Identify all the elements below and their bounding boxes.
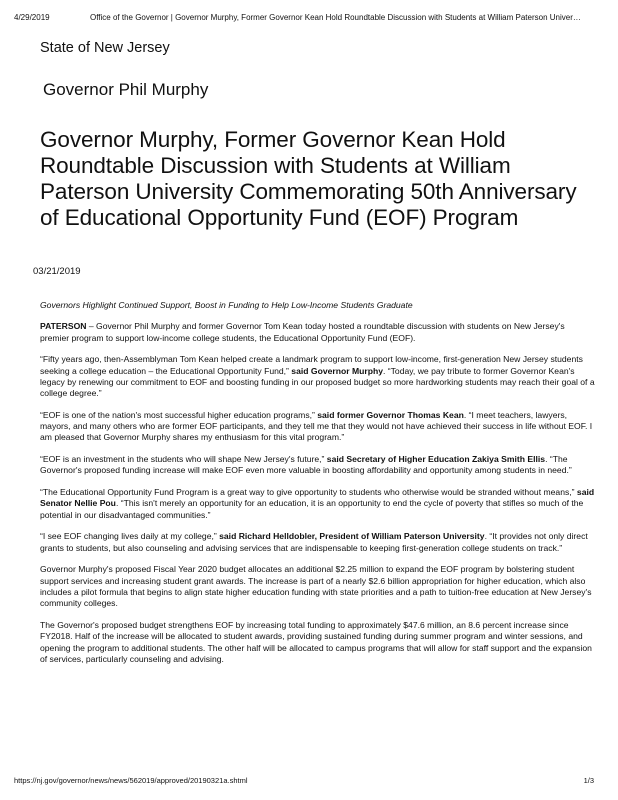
quote-text: . “Today, we pay tribute to former Governor Kean's legacy by renewing our commitment to EOF and boosting funding in our proposed budget so more hardworking students may reach their goal of a college degree.”	[40, 365, 595, 399]
quote-attribution: said Senator Nellie Pou	[40, 487, 595, 509]
quote-attribution: said Governor Murphy	[291, 365, 383, 376]
site-office-link[interactable]: Governor Phil Murphy	[43, 80, 209, 99]
quote-text: “I see EOF changing lives daily at my college,”	[40, 531, 220, 542]
article-date: 03/21/2019	[33, 266, 81, 277]
print-footer-url: https://nj.gov/governor/news/news/562019/approved/20190321a.shtml	[14, 776, 248, 785]
page-title: Governor Murphy, Former Governor Kean Hold Roundtable Discussion with Students at William Paterson University Commemorating 50th Anniversary of Educational Opportunity Fund (EOF) Program	[40, 127, 577, 230]
quote-attribution: said Richard Helldobler, President of William Paterson University	[219, 531, 485, 542]
quote-text: . “This isn't merely an opportunity for an education, it is an opportunity to end the cycle of poverty that stifles so much of the potential in our disadvantaged communities.”	[40, 498, 584, 520]
print-header-title: Office of the Governor | Governor Murphy, Former Governor Kean Hold Roundtable Discussion with Students at William Paterson Univer…	[90, 13, 581, 22]
quote-text: “Fifty years ago, then-Assemblyman Tom Kean helped create a landmark program to support low-income, first-generation New Jersey students seeking a college education – the Educational Opportunity Fund,”	[40, 354, 583, 376]
paragraph-text: – Governor Phil Murphy and former Governor Tom Kean today hosted a roundtable discussion with students on New Jersey's premier program to support low-income college students, the Educational Opportunity Fund (EOF).	[40, 321, 565, 343]
paragraph-1	[40, 321, 596, 344]
dateline: PATERSON	[40, 321, 87, 332]
paragraph-8: The Governor's proposed budget strengthens EOF by increasing total funding to approximately $47.6 million, an 8.6 percent increase since FY2018. Half of the increase will be allocated to student awards, providing sustained funding during summer program and winter sessions, and opening the program to additional students. The other half will be allocated to campus programs that will allow for staff support and the expansion of services, particularly counseling and advising.	[40, 619, 592, 664]
quote-text: . “The Governor's proposed funding increase will make EOF even more valuable in boosting affordability and opportunity among students in need.”	[40, 454, 572, 476]
article-body	[40, 300, 596, 676]
site-state-link[interactable]: State of New Jersey	[40, 40, 170, 56]
article-subtitle: Governors Highlight Continued Support, Boost in Funding to Help Low-Income Students Graduate	[40, 300, 413, 310]
print-header-date: 4/29/2019	[14, 13, 50, 22]
paragraph-4	[40, 454, 596, 477]
paragraph-3	[40, 410, 596, 444]
paragraph-2	[40, 354, 596, 399]
print-footer-page: 1/3	[583, 776, 594, 785]
quote-attribution: said former Governor Thomas Kean	[317, 409, 464, 420]
paragraph-7: Governor Murphy's proposed Fiscal Year 2020 budget allocates an additional $2.25 million to expand the EOF program by bolstering student support services and increasing student grant awards. The increase is part of a nearly $2.6 billion appropriation for higher education, which also includes a pilot formula that begins to align state higher education funding with state priorities and a path to tuition-free education at New Jersey's community colleges.	[40, 564, 592, 609]
quote-text: “The Educational Opportunity Fund Program is a great way to give opportunity to students who otherwise would be stranded without means,”	[40, 487, 577, 498]
paragraph-5	[40, 487, 596, 521]
paragraph-6	[40, 531, 596, 554]
quote-attribution: said Secretary of Higher Education Zakiya Smith Ellis	[326, 454, 546, 465]
quote-text: “EOF is an investment in the students who will shape New Jersey's future,”	[40, 454, 327, 465]
quote-text: “EOF is one of the nation's most successful higher education programs,”	[40, 409, 318, 420]
quote-text: . “I meet teachers, lawyers, mayors, and many others who are former EOF participants, and they tell me that they would not have achieved their success in life without EOF. I am pleased that Governor Murphy shares my enthusiasm for this vital program.”	[40, 409, 593, 443]
quote-text: . “It provides not only direct grants to students, but also counseling and advising services that are indispensable to keeping first-generation college students on track.”	[40, 531, 588, 553]
